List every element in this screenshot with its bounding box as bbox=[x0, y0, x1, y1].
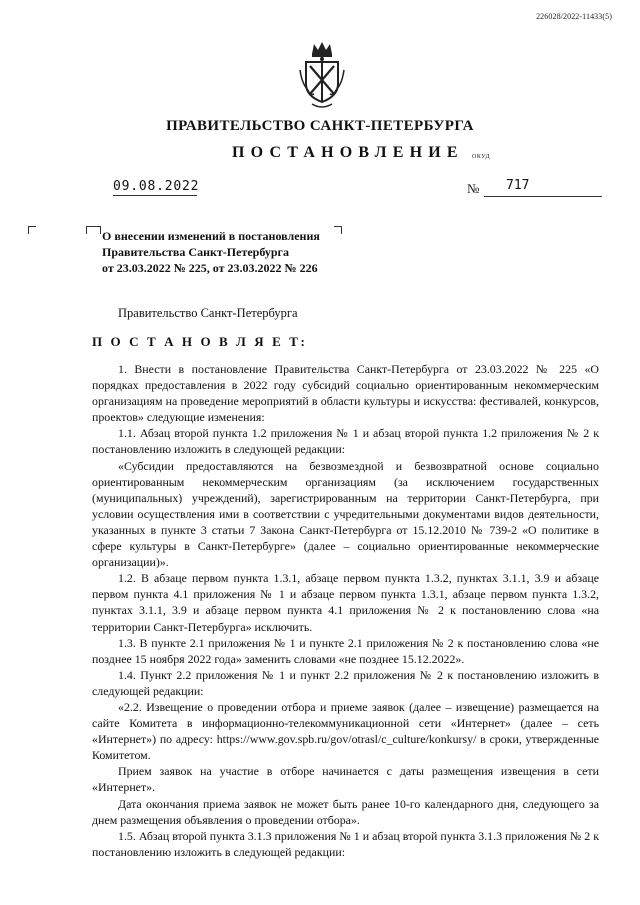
paragraph: 1. Внести в постановление Правительства Санкт-Петербурга от 23.03.2022 № 225 «О порядках предоставления в 2022 году субсидий социально ориентированным некоммерческим организациям на проведение мероприятий в области культуры и искусства: фестивалей, конкурсов, проектов» следующие изменения: bbox=[92, 362, 599, 425]
paragraph: Дата окончания приема заявок не может быть ранее 10-го календарного дня, следующего за днем размещения объявления о проведении отбора». bbox=[92, 796, 599, 827]
resolves-heading: П О С Т А Н О В Л Я Е Т: bbox=[92, 334, 308, 349]
number-underline bbox=[484, 196, 602, 197]
decree-date: 09.08.2022 bbox=[113, 179, 200, 194]
paragraph: «2.2. Извещение о проведении отбора и приеме заявок (далее – извещение) размещается на сайте Комитета в информационно-телекоммуникационной сети «Интернет» (далее – сеть «Интернет») по адресу: https://www.gov.spb.ru/gov/otrasl/c_culture/konkursy/ в сроки, утвержденные Комитетом. bbox=[92, 699, 599, 763]
paragraph: 1.1. Абзац второй пункта 1.2 приложения № 1 и абзац второй пункта 1.2 приложения № 2 к постановлению изложить в следующей редакции: bbox=[92, 426, 599, 457]
number-sign: № bbox=[467, 181, 480, 196]
subject-line: О внесении изменений в постановления bbox=[102, 229, 320, 243]
subject-line: Правительства Санкт-Петербурга bbox=[102, 245, 290, 259]
decree-number: 717 bbox=[506, 178, 530, 193]
decree-body bbox=[92, 361, 599, 860]
issuer-line: Правительство Санкт-Петербурга bbox=[118, 306, 298, 320]
paragraph: 1.3. В пункте 2.1 приложения № 1 и пункте 2.1 приложения № 2 к постановлению слова «не позднее 15 ноября 2022 года» заменить словами «не позднее 15.12.2022». bbox=[92, 635, 599, 666]
paragraph: Прием заявок на участие в отборе начинается с даты размещения извещения в сети «Интернет». bbox=[92, 764, 599, 795]
corner-mark bbox=[93, 226, 101, 234]
paragraph: 1.2. В абзаце первом пункта 1.3.1, абзаце первом пункта 1.3.2, пунктах 3.1.1, 3.9 и абзаце первом пункта 4.1 приложения № 1 и абзаце первом пункта 1.3.1, абзаце первом пункта 1.3.2, пунктах 3.1.1, 3.9 и абзаце первом пункта 4.1 приложения № 2 к постановлению слова «на территории Санкт-Петербурга» исключить. bbox=[92, 571, 599, 634]
coat-of-arms-icon bbox=[298, 40, 346, 110]
document-number: 226028/2022-11433(5) bbox=[536, 12, 612, 21]
paragraph: 1.4. Пункт 2.2 приложения № 1 и пункт 2.2 приложения № 2 к постановлению изложить в следующей редакции: bbox=[92, 667, 599, 698]
government-title: ПРАВИТЕЛЬСТВО САНКТ-ПЕТЕРБУРГА bbox=[166, 118, 474, 134]
subject-line: от 23.03.2022 № 225, от 23.03.2022 № 226 bbox=[102, 261, 318, 275]
decree-subject bbox=[102, 228, 402, 276]
paragraph: 1.5. Абзац второй пункта 3.1.3 приложения № 1 и абзац второй пункта 3.1.3 приложения № 2 к постановлению изложить в следующей редакции: bbox=[92, 828, 599, 859]
paragraph: «Субсидии предоставляются на безвозмездной и безвозвратной основе социально ориентированным некоммерческим организациям (за исключением государственных (муниципальных) учреждений), зарегистрированным на территории Санкт-Петербурга, при условии осуществления ими в соответствии с учредительными документами видов деятельности, указанных в пункте 3 статьи 7 Закона Санкт-Петербурга от 15.12.2010 № 739-2 «О политике в сфере культуры в Санкт-Петербурге» (далее – социально ориентированные некоммерческие организации)». bbox=[92, 458, 599, 570]
document-type-title: ПОСТАНОВЛЕНИЕ bbox=[232, 144, 464, 161]
okud-label: ОКУД bbox=[472, 154, 490, 160]
corner-mark bbox=[28, 226, 36, 234]
